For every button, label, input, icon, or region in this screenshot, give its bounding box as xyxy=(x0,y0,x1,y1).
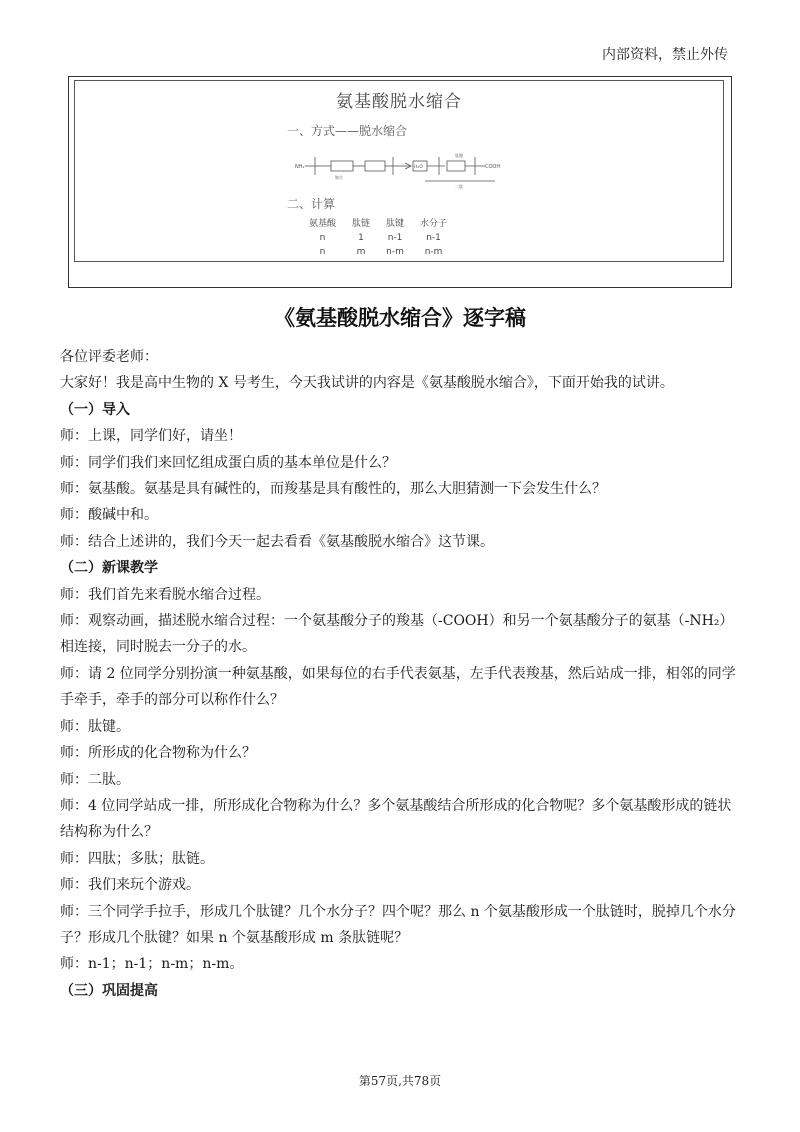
paragraph: 师：n-1；n-1；n-m；n-m。 xyxy=(60,956,244,973)
calc-cell: 1 xyxy=(358,233,364,243)
paragraph: 各位评委老师： xyxy=(60,349,158,365)
calc-table-row xyxy=(301,246,455,260)
paragraph: 师：请 2 位同学分别扮演一种氨基酸，如果每位的右手代表氨基，左手代表羧基，然后站成一排，相邻的同学手牵手，牵手的部分可以称作什么？ xyxy=(60,665,736,709)
dehydration-formula-diagram xyxy=(295,147,505,189)
paragraph: 师：我们首先来看脱水缩合过程。 xyxy=(60,586,270,603)
paragraph: 师：四肽；多肽；肽链。 xyxy=(60,850,214,867)
calc-header-cell: 肽键 xyxy=(386,219,405,229)
calc-table-row xyxy=(301,232,455,246)
paragraph: 师：结合上述讲的，我们今天一起去看看《氨基酸脱水缩合》这节课。 xyxy=(60,533,494,550)
calc-cell: n-1 xyxy=(387,233,403,243)
paragraph: 师：我们来玩个游戏。 xyxy=(60,877,200,894)
board-section-method: 一、方式——脱水缩合 xyxy=(287,124,408,138)
paragraph: 师：三个同学手拉手，形成几个肽键？几个水分子？四个呢？那么 n 个氨基酸形成一个肽链时，脱掉几个水分子？形成几个肽键？如果 n 个氨基酸形成 m 条肽链呢？ xyxy=(60,903,736,946)
document-title: 《氨基酸脱水缩合》逐字稿 xyxy=(274,305,526,330)
calculation-table xyxy=(301,215,455,260)
board-title: 氨基酸脱水缩合 xyxy=(336,92,462,112)
formula-h2o-label: H₂O xyxy=(414,165,423,170)
calc-header-cell: 水分子 xyxy=(420,219,448,229)
paragraph: 师：观察动画，描述脱水缩合过程：一个氨基酸分子的羧基（-COOH）和另一个氨基酸分子的氨基（-NH₂）相连接，同时脱去一分子的水。 xyxy=(60,613,734,656)
calc-cell: n-1 xyxy=(426,233,441,243)
document-body xyxy=(60,344,744,1004)
paragraph: 师：氨基酸。氨基是具有碱性的，而羧基是具有酸性的，那么大胆猜测一下会发生什么？ xyxy=(60,481,606,498)
formula-box-2 xyxy=(365,161,385,171)
calc-cell: n xyxy=(319,247,326,257)
calc-cell: n-m xyxy=(386,247,404,257)
formula-sublabel: 缩合 xyxy=(335,175,343,180)
section-heading-consolidation: （三）巩固提高 xyxy=(60,982,158,999)
section-heading-intro: （一）导入 xyxy=(60,401,130,418)
section-heading-new-lesson: （二）新课教学 xyxy=(60,560,158,577)
calc-cell: n-m xyxy=(424,247,443,257)
formula-dipeptide-label: 二肽 xyxy=(455,184,463,189)
paragraph: 师：上课，同学们好，请坐！ xyxy=(60,428,242,445)
page-number: 第57页,共78页 xyxy=(358,1074,442,1088)
paragraph: 师：二肽。 xyxy=(60,771,130,788)
paragraph: 大家好！我是高中生物的 X 号考生，今天我试讲的内容是《氨基酸脱水缩合》，下面开始我的试讲。 xyxy=(60,375,674,392)
formula-box-1 xyxy=(331,161,353,171)
calc-cell: n xyxy=(319,233,326,243)
calc-cell: m xyxy=(356,247,366,257)
board-section-calculation: 二、计算 xyxy=(287,197,336,211)
formula-box-bond xyxy=(447,161,465,171)
formula-nh2-label: NH₂ xyxy=(295,164,305,170)
formula-cooh-label: COOH xyxy=(485,164,501,170)
paragraph: 师：肽键。 xyxy=(60,718,130,735)
calc-header-cell: 氨基酸 xyxy=(309,219,337,229)
calc-table-header-row xyxy=(301,215,455,232)
paragraph: 师：所形成的化合物称为什么？ xyxy=(60,745,256,762)
paragraph: 师：同学们我们来回忆组成蛋白质的基本单位是什么？ xyxy=(60,454,396,471)
paragraph: 师：4 位同学站成一排，所形成化合物称为什么？多个氨基酸结合所形成的化合物呢？多个氨基酸形成的链状结构称为什么？ xyxy=(60,797,732,841)
paragraph: 师：酸碱中和。 xyxy=(60,507,158,524)
blackboard-design xyxy=(74,80,724,262)
confidential-note: 内部资料，禁止外传 xyxy=(602,47,728,63)
formula-bond-label: 肽键 xyxy=(455,153,463,158)
calc-header-cell: 肽链 xyxy=(352,219,371,229)
